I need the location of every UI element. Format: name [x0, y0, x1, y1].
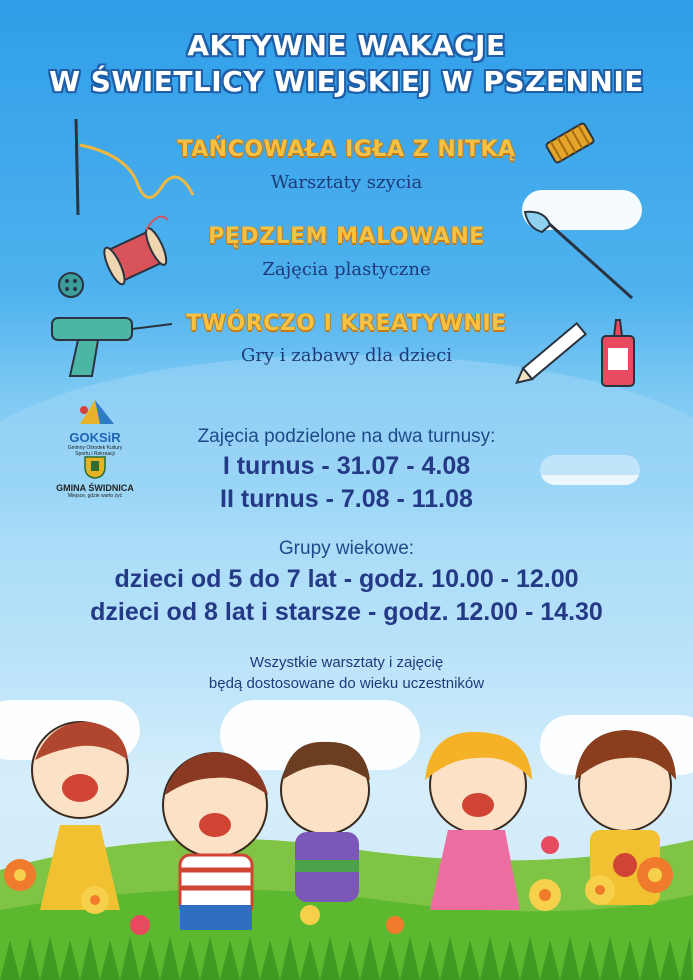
- button-icon: [56, 270, 86, 300]
- kid-2: [163, 752, 268, 930]
- groups-intro: Grupy wiekowe:: [278, 538, 415, 559]
- turn-2: II turnus - 7.08 - 11.08: [220, 485, 473, 513]
- glue-gun-icon: [48, 310, 178, 380]
- activity-3-name: TWÓRCZO I KREATYWNIE: [186, 311, 507, 336]
- gmina-name: GMINA ŚWIDNICA: [56, 483, 134, 493]
- title-line-1: AKTYWNE WAKACJE: [187, 29, 506, 62]
- paintbrush-icon: [520, 210, 640, 300]
- note-line-2: będą dostosowane do wieku uczestników: [208, 675, 485, 692]
- kids-illustration: [0, 700, 693, 980]
- yarn-spool-icon: [540, 118, 600, 168]
- page-title: [0, 28, 693, 100]
- goksir-tagline: Gminny Ośrodek Kultury Sportu i Rekreacji: [67, 445, 123, 457]
- title-line-2: W ŚWIETLICY WIEJSKIEJ W PSZENNIE: [49, 65, 644, 98]
- goksir-emblem-icon: [70, 398, 120, 426]
- activity-1-name: TAŃCOWAŁA IGŁA Z NITKĄ: [177, 137, 516, 162]
- note-line-1: Wszystkie warsztaty i zajęcię: [249, 654, 444, 671]
- glue-bottle-icon: [598, 320, 638, 390]
- turn-1: I turnus - 31.07 - 4.08: [222, 452, 471, 480]
- goksir-name: GOKSiR: [69, 430, 121, 445]
- group-1: dzieci od 5 do 7 lat - godz. 10.00 - 12.00: [114, 565, 579, 593]
- thread-spool-icon: [98, 210, 178, 290]
- needle-thread-icon: [68, 115, 208, 225]
- pencil-icon: [510, 312, 600, 392]
- note: [0, 652, 693, 694]
- schedule-intro: Zajęcia podzielone na dwa turnusy:: [197, 426, 496, 447]
- group-2: dzieci od 8 lat i starsze - godz. 12.00 - 14.30: [90, 598, 603, 626]
- activity-1-subtitle: Warsztaty szycia: [270, 172, 423, 193]
- activity-3-subtitle: Gry i zabawy dla dzieci: [240, 345, 453, 366]
- gmina-tagline: Miejsce, gdzie warto żyć: [67, 493, 123, 499]
- activity-2-subtitle: Zajęcia plastyczne: [262, 259, 431, 280]
- activity-2-name: PĘDZLEM MALOWANE: [208, 224, 485, 249]
